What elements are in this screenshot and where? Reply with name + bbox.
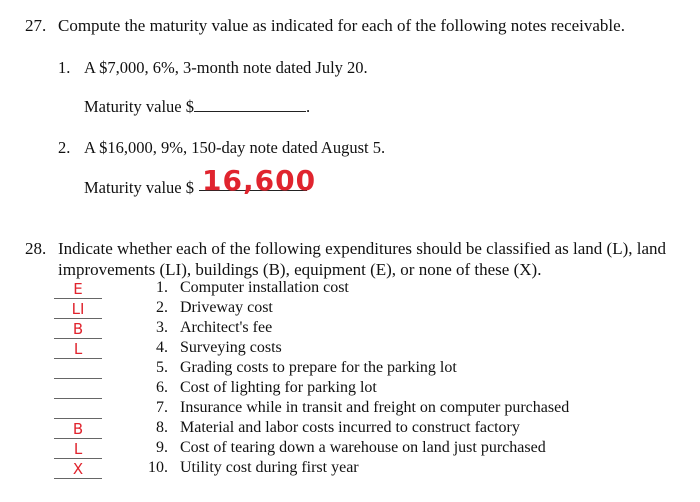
item-number: 7. xyxy=(156,399,168,416)
q27-number: 27. xyxy=(25,16,47,35)
item-text: Grading costs to prepare for the parking lot xyxy=(180,359,457,376)
q27-item2-maturity-row xyxy=(84,178,194,198)
classification-answer: LI xyxy=(71,300,85,318)
classification-answer-blank[interactable] xyxy=(54,339,102,359)
item-text: Cost of tearing down a warehouse on land just purchased xyxy=(180,439,546,456)
item-text: Surveying costs xyxy=(180,339,282,356)
classification-answer-blank[interactable] xyxy=(54,419,102,439)
item-number: 10. xyxy=(148,459,168,476)
classification-answer: L xyxy=(73,440,83,458)
q28-number: 28. xyxy=(25,239,47,258)
item-number: 3. xyxy=(156,319,168,336)
classification-answer: X xyxy=(72,460,84,478)
classification-answer-blank[interactable] xyxy=(54,379,102,399)
classification-answer-blank[interactable] xyxy=(54,459,102,479)
list-item xyxy=(0,399,700,419)
item-text: Insurance while in transit and freight on computer purchased xyxy=(180,399,570,416)
list-item xyxy=(0,439,700,459)
item-text: Driveway cost xyxy=(180,299,273,316)
item-text: Utility cost during first year xyxy=(180,459,359,476)
item-text: Cost of lighting for parking lot xyxy=(180,379,377,396)
classification-answer: B xyxy=(72,420,84,438)
item-number: 1. xyxy=(156,279,168,296)
list-item xyxy=(0,299,700,319)
classification-answer: B xyxy=(72,320,84,338)
classification-answer: E xyxy=(73,280,83,298)
q27-item2-number: 2. xyxy=(58,138,71,157)
maturity-label: Maturity value $ xyxy=(84,97,194,116)
maturity-trailing: . xyxy=(305,97,311,116)
classification-answer-blank[interactable] xyxy=(54,439,102,459)
q27-item1-number: 1. xyxy=(58,58,71,77)
item-number: 9. xyxy=(156,439,168,456)
item-number: 6. xyxy=(156,379,168,396)
q27-prompt: Compute the maturity value as indicated for each of the following notes receivable. xyxy=(58,16,625,35)
list-item xyxy=(0,279,700,299)
classification-answer-blank[interactable] xyxy=(54,279,102,299)
item-text: Material and labor costs incurred to construct factory xyxy=(180,419,520,436)
list-item xyxy=(0,419,700,439)
list-item xyxy=(0,319,700,339)
item-text: Architect's fee xyxy=(180,319,273,336)
list-item xyxy=(0,359,700,379)
q27-item1-maturity-row xyxy=(84,97,310,117)
item-number: 5. xyxy=(156,359,168,376)
classification-answer: L xyxy=(73,340,83,358)
item-text: Computer installation cost xyxy=(180,279,349,296)
maturity-answer-blank[interactable] xyxy=(194,97,306,112)
classification-answer-blank[interactable] xyxy=(54,299,102,319)
q28-prompt-line1: Indicate whether each of the following expenditures should be classified as land (L), land xyxy=(58,239,667,258)
classification-answer-blank[interactable] xyxy=(54,319,102,339)
list-item xyxy=(0,459,700,479)
list-item xyxy=(0,339,700,359)
classification-answer-blank[interactable] xyxy=(54,399,102,419)
item-number: 2. xyxy=(156,299,168,316)
list-item xyxy=(0,379,700,399)
maturity-label: Maturity value $ xyxy=(84,178,194,197)
classification-answer-blank[interactable] xyxy=(54,359,102,379)
maturity-answer-2: 16,600 xyxy=(202,164,317,197)
q28-prompt-line2: improvements (LI), buildings (B), equipment (E), or none of these (X). xyxy=(58,260,542,279)
q27-item1-text: A $7,000, 6%, 3-month note dated July 20. xyxy=(84,58,368,77)
item-number: 8. xyxy=(156,419,168,436)
q27-item2-text: A $16,000, 9%, 150-day note dated August 5. xyxy=(84,138,386,157)
item-number: 4. xyxy=(156,339,168,356)
